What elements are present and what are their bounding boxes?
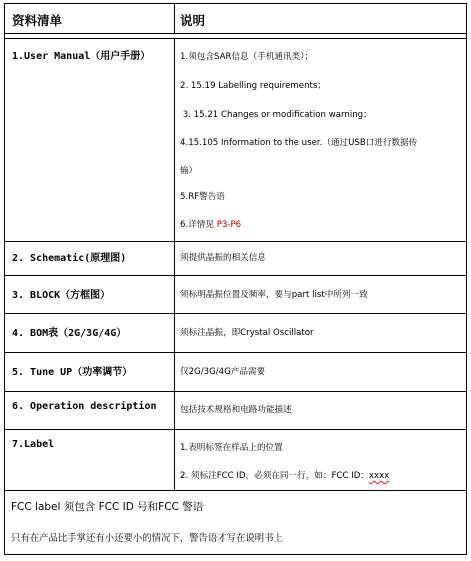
rule-row3-top: [5, 275, 466, 276]
row4-line1: 须标注晶振，即Crystal Oscillator: [180, 328, 314, 338]
row1-line5: 输）: [180, 166, 198, 176]
row-label-operation-description: 6. Operation description: [12, 401, 157, 412]
row1-line2: [180, 79, 326, 91]
row1-line3: 3. 15.21 Changes or modification warning；: [180, 110, 372, 120]
row6-line1: 包括技术规格和电路功能描述: [180, 405, 292, 415]
row7-line1: 1.表明标签在样品上的位置: [180, 443, 283, 453]
row-label-user-manual: 1.User Manual（用户手册）: [12, 51, 151, 62]
row1-line6: 5.RF警告语: [180, 192, 225, 202]
rule-row2-top: [5, 241, 466, 242]
footer-line2: 只有在产品比手掌还有小还要小的情况下，警告语才写在说明书上: [11, 533, 283, 544]
row1-line7: [180, 218, 241, 230]
rule-row1-top: [5, 38, 466, 39]
footer-line1: FCC label 须包含 FCC ID 号和FCC 警语: [11, 501, 204, 513]
column-divider-header: [174, 4, 175, 33]
row5-line1: 仅2G/3G/4G产品需要: [180, 367, 266, 377]
row1-line1: 1.须包含SAR信息（手机通讯类）；: [180, 52, 314, 62]
column-divider-body: [174, 38, 175, 490]
header-col1: 资料清单: [12, 13, 63, 28]
row7-line2: [180, 469, 389, 481]
row7-line2-text: 2. 须标注FCC ID，必须在同一行，如：FCC ID：: [180, 471, 369, 481]
row1-line2-text: 2. 15.19 Labelling requirements；: [180, 81, 326, 91]
row7-fcc-id-example: xxxx: [368, 471, 390, 481]
document-table: [4, 3, 467, 555]
row-label-label: 7.Label: [12, 439, 55, 450]
rule-row6-top: [5, 391, 466, 392]
header-col2: 说明: [180, 13, 206, 28]
row1-ref-pages: P3-P6: [216, 220, 242, 230]
row-label-block: 3. BLOCK（方框图）: [12, 290, 111, 301]
rule-row4-top: [5, 313, 466, 314]
rule-row7-top: [5, 429, 466, 430]
rule-footer-top: [5, 490, 466, 491]
rule-header-bottom: [5, 33, 466, 34]
rule-row5-top: [5, 352, 466, 353]
row2-line1: 须提供晶振的相关信息: [180, 253, 266, 263]
row1-line7-text: 6.详情见: [180, 220, 214, 230]
row-label-schematic: 2. Schematic(原理图): [12, 253, 127, 264]
row-label-bom: 4. BOM表（2G/3G/4G）: [12, 328, 127, 339]
row3-line1: 须标明晶振位置及频率，要与part list中所列一致: [180, 290, 368, 300]
row-label-tune-up: 5. Tune UP（功率调节）: [12, 367, 133, 378]
row1-line4: 4.15.105 Information to the user.（通过USB口进行数据传: [180, 138, 418, 148]
